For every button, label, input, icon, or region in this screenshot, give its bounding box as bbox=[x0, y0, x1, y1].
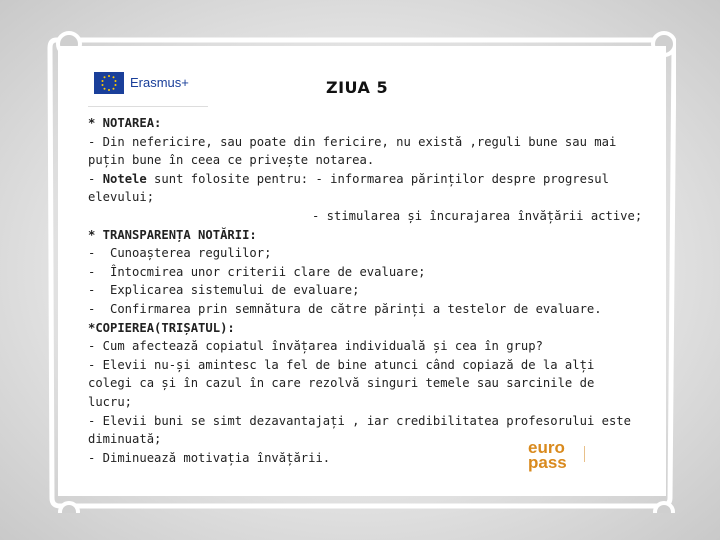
europass-logo-line1: euro bbox=[528, 438, 565, 457]
erasmus-logo bbox=[88, 66, 208, 107]
list-item: - Întocmirea unor criterii clare de evaluare; bbox=[88, 263, 644, 282]
notele-rest: sunt folosite pentru: - informarea părinților despre progresul elevului; bbox=[88, 171, 609, 205]
notele-bold: Notele bbox=[102, 171, 147, 186]
heading-copierea: *COPIEREA(TRIȘATUL): bbox=[88, 320, 235, 335]
heading-notarea: * NOTAREA: bbox=[88, 116, 162, 130]
europass-logo bbox=[528, 440, 604, 474]
eu-flag-icon bbox=[94, 72, 124, 94]
paragraph-elevii-buni: - Elevii buni se simt dezavantajați , iar credibilitatea profesorului este diminuată; bbox=[88, 413, 631, 447]
heading-transparenta: * TRANSPARENȚA NOTĂRII: bbox=[88, 227, 257, 242]
slide-title: ZIUA 5 bbox=[326, 78, 389, 97]
paragraph-elevii: - Elevii nu-și amintesc la fel de bine atunci când copiază de la alți colegi ca și în cazul în care rezolvă singuri temele sau sarcinile de lucru; bbox=[88, 357, 595, 409]
paragraph-motivatie: - Diminuează motivația învățării. bbox=[88, 450, 331, 465]
europass-tagline-mark bbox=[584, 446, 607, 462]
slide-content bbox=[88, 114, 644, 467]
list-item: - Cunoașterea regulilor; bbox=[88, 244, 644, 263]
list-item-text: Confirmarea prin semnătura de către părinți a testelor de evaluare. bbox=[110, 301, 602, 316]
list-item-text: Explicarea sistemului de evaluare; bbox=[110, 283, 360, 298]
europass-logo-line2: pass bbox=[528, 453, 567, 472]
list-item-text: Întocmirea unor criterii clare de evaluare; bbox=[110, 264, 426, 279]
paragraph-notele bbox=[88, 170, 644, 207]
paragraph-copiat: - Cum afectează copiatul învățarea individuală și cea în grup? bbox=[88, 339, 543, 354]
erasmus-logo-text: Erasmus+ bbox=[130, 75, 189, 90]
list-item: - Confirmarea prin semnătura de către părinți a testelor de evaluare. bbox=[88, 300, 644, 319]
dash-prefix: - bbox=[88, 171, 103, 186]
list-item: - Explicarea sistemului de evaluare; bbox=[88, 281, 644, 300]
paragraph-reguli: - Din nefericire, sau poate din fericire, nu există ,reguli bune sau mai puțin bune în ceea ce privește notarea. bbox=[88, 134, 617, 168]
paragraph-stimularea: - stimularea și încurajarea învățării active; bbox=[312, 208, 643, 223]
list-item-text: Cunoașterea regulilor; bbox=[110, 246, 272, 261]
